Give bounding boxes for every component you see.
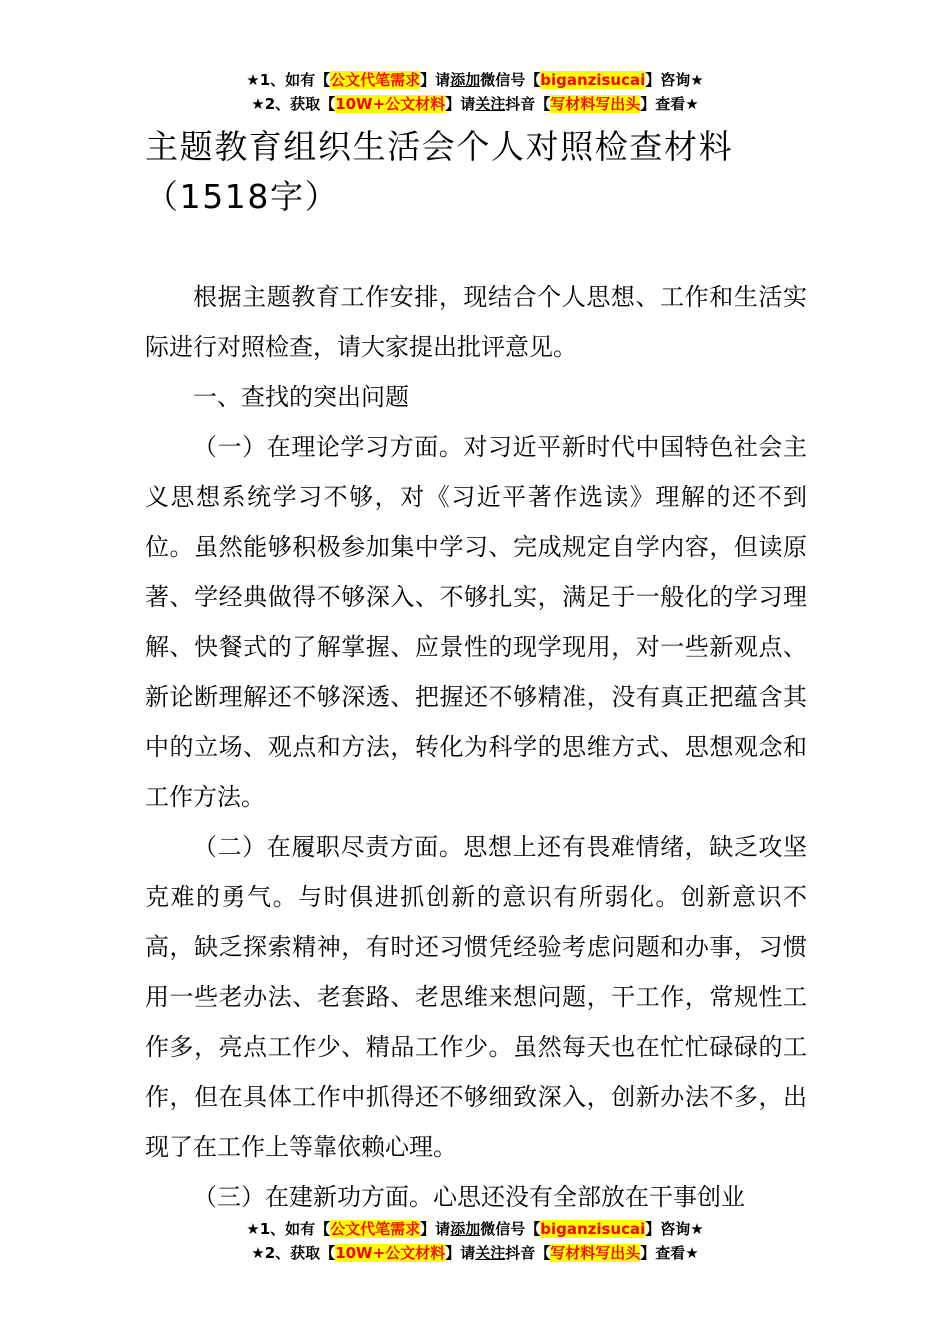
footer-banner (0, 1217, 950, 1265)
header-banner (0, 68, 950, 116)
highlight-douyin: 写材料写出头 (550, 95, 641, 113)
banner-line-1: ★1、如有【公文代笔需求】请添加微信号【biganzisucai】咨询★ (246, 71, 704, 89)
highlight-service: 公文代笔需求 (330, 1220, 421, 1238)
highlight-douyin: 写材料写出头 (550, 1244, 641, 1262)
highlight-wechat-id: biganzisucai (540, 71, 646, 89)
banner-line-2: ★2、获取【10W+公文材料】请关注抖音【写材料写出头】查看★ (251, 95, 699, 113)
paragraph-duty: （二）在履职尽责方面。思想上还有畏难情绪，缺乏攻坚克难的勇气。与时俱进抓创新的意识有所弱化。创新意识不高，缺乏探索精神，有时还习惯凭经验考虑问题和办事，习惯用一些老办法、老套路、老思维来想问题，干工作，常规性工作多，亮点工作少、精品工作少。虽然每天也在忙忙碌碌的工作，但在具体工作中抓得还不够细致深入，创新办法不多，出现了在工作上等靠依赖心理。 (145, 833, 807, 1161)
paragraph-theory-study: （一）在理论学习方面。对习近平新时代中国特色社会主义思想系统学习不够，对《习近平著作选读》理解的还不到位。虽然能够积极参加集中学习、完成规定自学内容，但读原著、学经典做得不够深入、不够扎实，满足于一般化的学习理解、快餐式的了解掌握、应景性的现学现用，对一些新观点、新论断理解还不够深透、把握还不够精准，没有真正把蕴含其中的立场、观点和方法，转化为科学的思维方式、思想观念和工作方法。 (145, 433, 807, 811)
highlight-materials: 10W+公文材料 (335, 95, 446, 113)
highlight-materials: 10W+公文材料 (335, 1244, 446, 1262)
banner-line-2: ★2、获取【10W+公文材料】请关注抖音【写材料写出头】查看★ (251, 1244, 699, 1262)
paragraph-new-merit: （三）在建新功方面。心思还没有全部放在干事创业 (193, 1183, 745, 1211)
banner-line-1: ★1、如有【公文代笔需求】请添加微信号【biganzisucai】咨询★ (246, 1220, 704, 1238)
section-heading: 一、查找的突出问题 (193, 383, 409, 411)
paragraph-intro: 根据主题教育工作安排，现结合个人思想、工作和生活实际进行对照检查，请大家提出批评意见。 (145, 283, 807, 361)
document-body (145, 272, 807, 1222)
page-title: 主题教育组织生活会个人对照检查材料（1518字） (145, 127, 734, 216)
highlight-service: 公文代笔需求 (330, 71, 421, 89)
highlight-wechat-id: biganzisucai (540, 1220, 646, 1238)
